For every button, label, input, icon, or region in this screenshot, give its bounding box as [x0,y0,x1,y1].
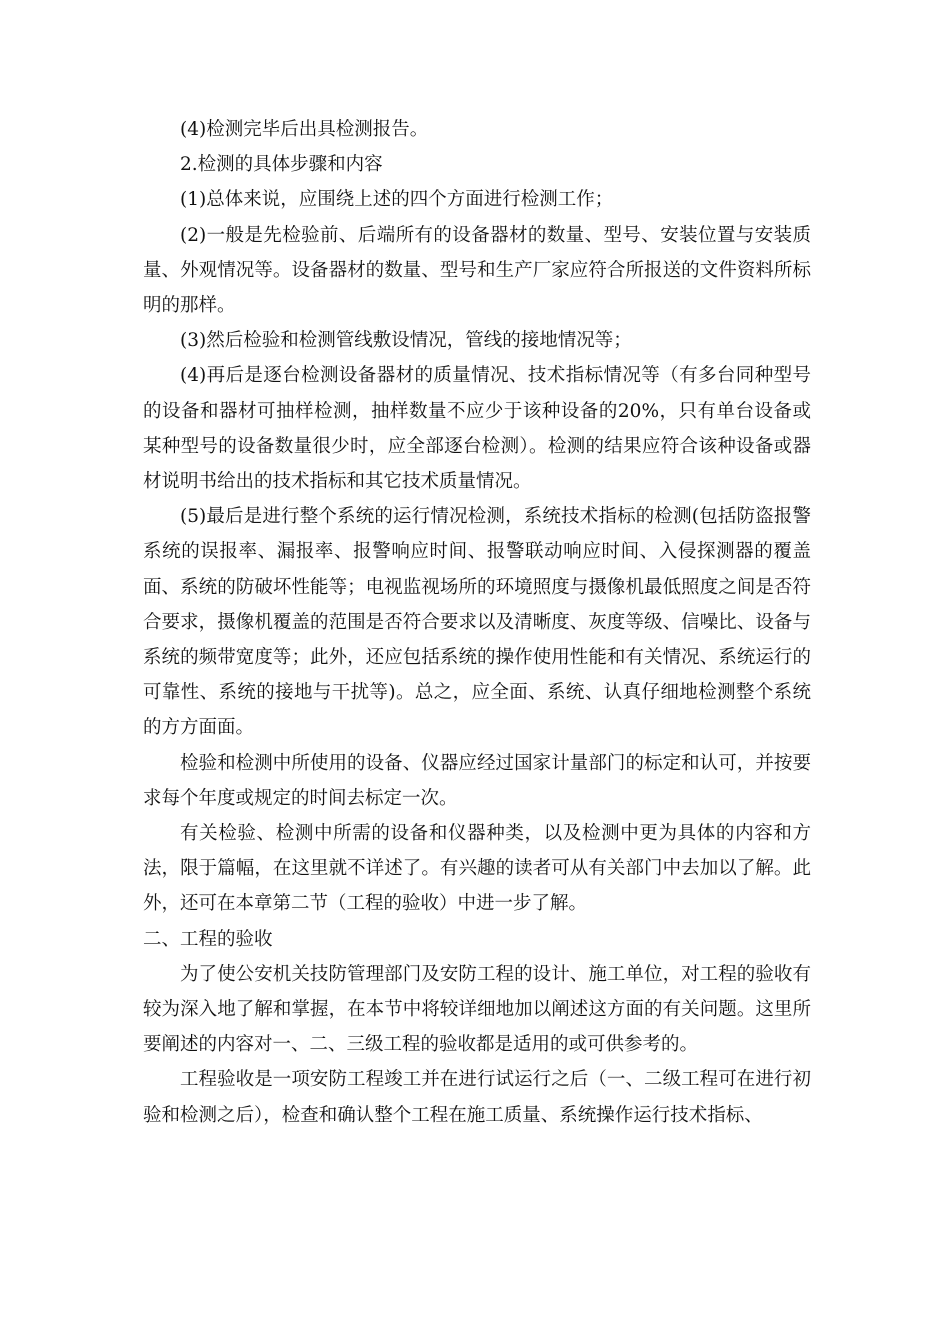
section-heading-steps: 2.检测的具体步骤和内容 [180,154,383,176]
document-body [143,112,811,1133]
paragraph-instrument-calibration: 检验和检测中所使用的设备、仪器应经过国家计量部门的标定和认可，并按要求每个年度或规定的时间去标定一次。 [143,752,811,809]
paragraph-step-4-report: (4)检测完毕后出具检测报告。 [180,119,429,140]
paragraph-further-details: 有关检验、检测中所需的设备和仪器种类，以及检测中更为具体的内容和方法，限于篇幅，在这里就不详述了。有兴趣的读者可从有关部门中去加以了解。此外，还可在本章第二节（工程的验收）中进一步了解。 [143,823,811,915]
paragraph-overall: (1)总体来说，应围绕上述的四个方面进行检测工作； [180,189,614,211]
section-heading-acceptance: 二、工程的验收 [143,928,273,950]
paragraph-system-operation: (5)最后是进行整个系统的运行情况检测，系统技术指标的检测(包括防盗报警系统的误报率、漏报率、报警响应时间、报警联动响应时间、入侵探测器的覆盖面、系统的防破坏性能等；电视监视场所的环境照度与摄像机最低照度之间是否符合要求，摄像机覆盖的范围是否符合要求以及清晰度、灰度等级、信噪比、设备与系统的频带宽度等；此外，还应包括系统的操作使用性能和有关情况、系统运行的可靠性、系统的接地与干扰等)。总之，应全面、系统、认真仔细地检测整个系统的方方面面。 [143,506,811,739]
paragraph-equipment-check: (2)一般是先检验前、后端所有的设备器材的数量、型号、安装位置与安装质量、外观情况等。设备器材的数量、型号和生产厂家应符合所报送的文件资料所标明的那样。 [143,224,811,317]
paragraph-acceptance-intro: 为了使公安机关技防管理部门及安防工程的设计、施工单位，对工程的验收有较为深入地了解和掌握，在本节中将较详细地加以阐述这方面的有关问题。这里所要阐述的内容对一、二、三级工程的验收都是适用的或可供参考的。 [143,963,811,1056]
paragraph-device-quality: (4)再后是逐台检测设备器材的质量情况、技术指标情况等（有多台同种型号的设备和器材可抽样检测，抽样数量不应少于该种设备的20%，只有单台设备或某种型号的设备数量很少时，应全部逐台检测）。检测的结果应符合该种设备或器材说明书给出的技术指标和其它技术质量情况。 [143,365,811,493]
paragraph-acceptance-definition: 工程验收是一项安防工程竣工并在进行试运行之后（一、二级工程可在进行初验和检测之后），检查和确认整个工程在施工质量、系统操作运行技术指标、 [143,1069,811,1126]
paragraph-pipeline-check: (3)然后检验和检测管线敷设情况，管线的接地情况等； [180,330,632,352]
